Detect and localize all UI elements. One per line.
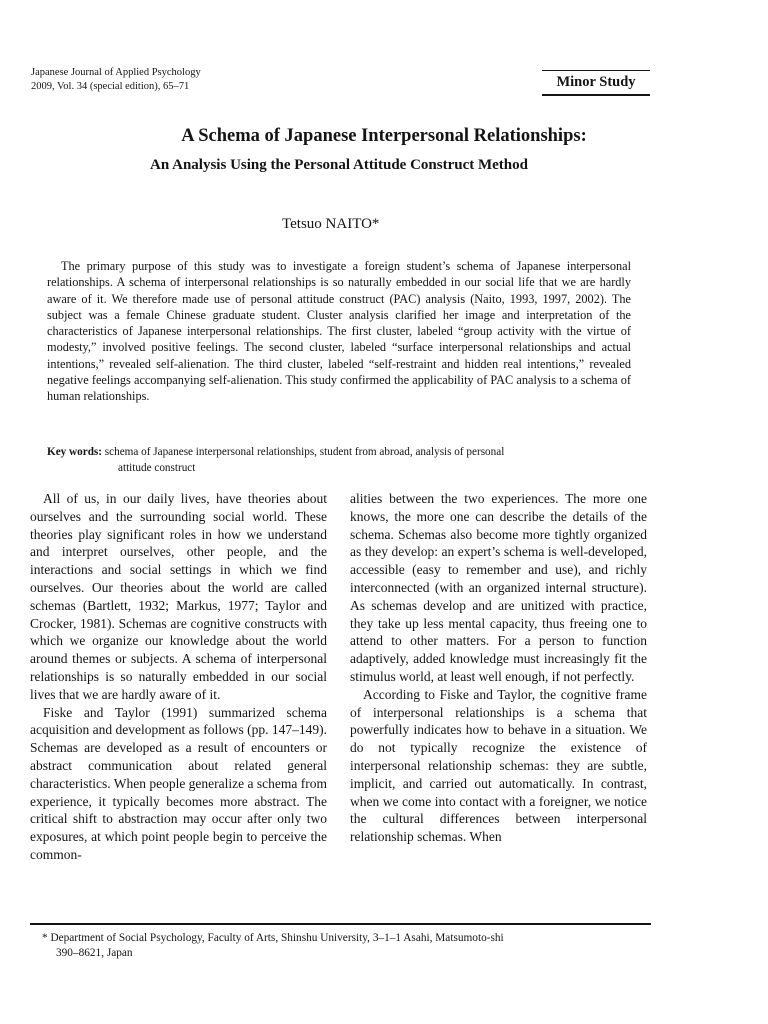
abstract	[47, 258, 631, 405]
keywords-label: Key words:	[47, 446, 102, 458]
body-column-left	[30, 490, 327, 864]
footnote	[42, 931, 662, 961]
study-type-label: Minor Study	[542, 70, 650, 96]
body-paragraph: Fiske and Taylor (1991) summarized schema acquisition and development as follows (pp. 147–149). Schemas are developed as a result of encounters or abstract communication about related general characteristics. When people generalize a schema from experience, it typically becomes more abstract. The critical shift to abstraction may occur after only two exposures, at which point people begin to perceive the common-	[30, 704, 327, 862]
paper-title: A Schema of Japanese Interpersonal Relationships:	[181, 126, 587, 146]
footnote-divider	[30, 923, 651, 925]
journal-name: Japanese Journal of Applied Psychology	[31, 67, 201, 78]
journal-issue: 2009, Vol. 34 (special edition), 65–71	[31, 81, 190, 92]
footnote-line2: 390–8621, Japan	[56, 947, 133, 959]
paper-subtitle: An Analysis Using the Personal Attitude Construct Method	[150, 157, 528, 173]
body-paragraph: alities between the two experiences. The more one knows, the more one can describe the details of the schema. Schemas also become more tightly organized as they develop: an expert’s schema is well-developed, accessible (easy to remember and use), and richly interconnected (with an organized internal structure). As schemas develop and are unitized with practice, they take up less mental capacity, thus freeing one to attend to other matters. For a person to function adaptively, added knowledge must increasingly fit the stimulus world, at least well enough, if not perfectly.	[350, 491, 647, 684]
body-paragraph: According to Fiske and Taylor, the cognitive frame of interpersonal relationships is a schema that powerfully indicates how to behave in a situation. We do not typically recognize the existence of interpersonal relationship schemas: they are subtle, implicit, and carried out automatically. In contrast, when we come into contact with a foreigner, we notice the cultural differences between interpersonal relationship schemas. When	[350, 686, 647, 845]
body-paragraph: All of us, in our daily lives, have theories about ourselves and the surrounding social world. These theories play significant roles in how we understand and interpret ourselves, other people, and the interactions and social settings in which we find ourselves. Our theories about the world are called schemas (Bartlett, 1932; Markus, 1977; Taylor and Crocker, 1981). Schemas are cognitive constructs with which we organize our knowledge about the world around themes or subjects. A schema of interpersonal relationships is so naturally embedded in our social lives that we are hardly aware of it.	[30, 491, 327, 702]
keywords-line1: schema of Japanese interpersonal relationships, student from abroad, analysis of personal	[104, 446, 505, 458]
keywords	[47, 445, 647, 476]
keywords-line2: attitude construct	[118, 461, 196, 474]
footnote-line1: * Department of Social Psychology, Faculty of Arts, Shinshu University, 3–1–1 Asahi, Matsumoto-shi	[42, 932, 504, 944]
body-column-right	[350, 490, 647, 846]
abstract-text: The primary purpose of this study was to investigate a foreign student’s schema of Japanese interpersonal relationships. A schema of interpersonal relationships is so naturally embedded in our social life that we are hardly aware of it. We therefore made use of personal attitude construct (PAC) analysis (Naito, 1993, 1997, 2002). The subject was a female Chinese graduate student. Cluster analysis clarified her image and interpretation of the characteristics of Japanese interpersonal relationships. The first cluster, labeled “group activity with the virtue of modesty,” involved positive feelings. The second cluster, labeled “surface interpersonal relationships and actual intentions,” revealed self-alienation. The third cluster, labeled “self-restraint and hidden real intentions,” revealed negative feelings accompanying self-alienation. This study confirmed the applicability of PAC analysis to a schema of human relationships.	[47, 259, 631, 404]
journal-info	[31, 66, 201, 94]
author-name: Tetsuo NAITO*	[282, 216, 380, 232]
